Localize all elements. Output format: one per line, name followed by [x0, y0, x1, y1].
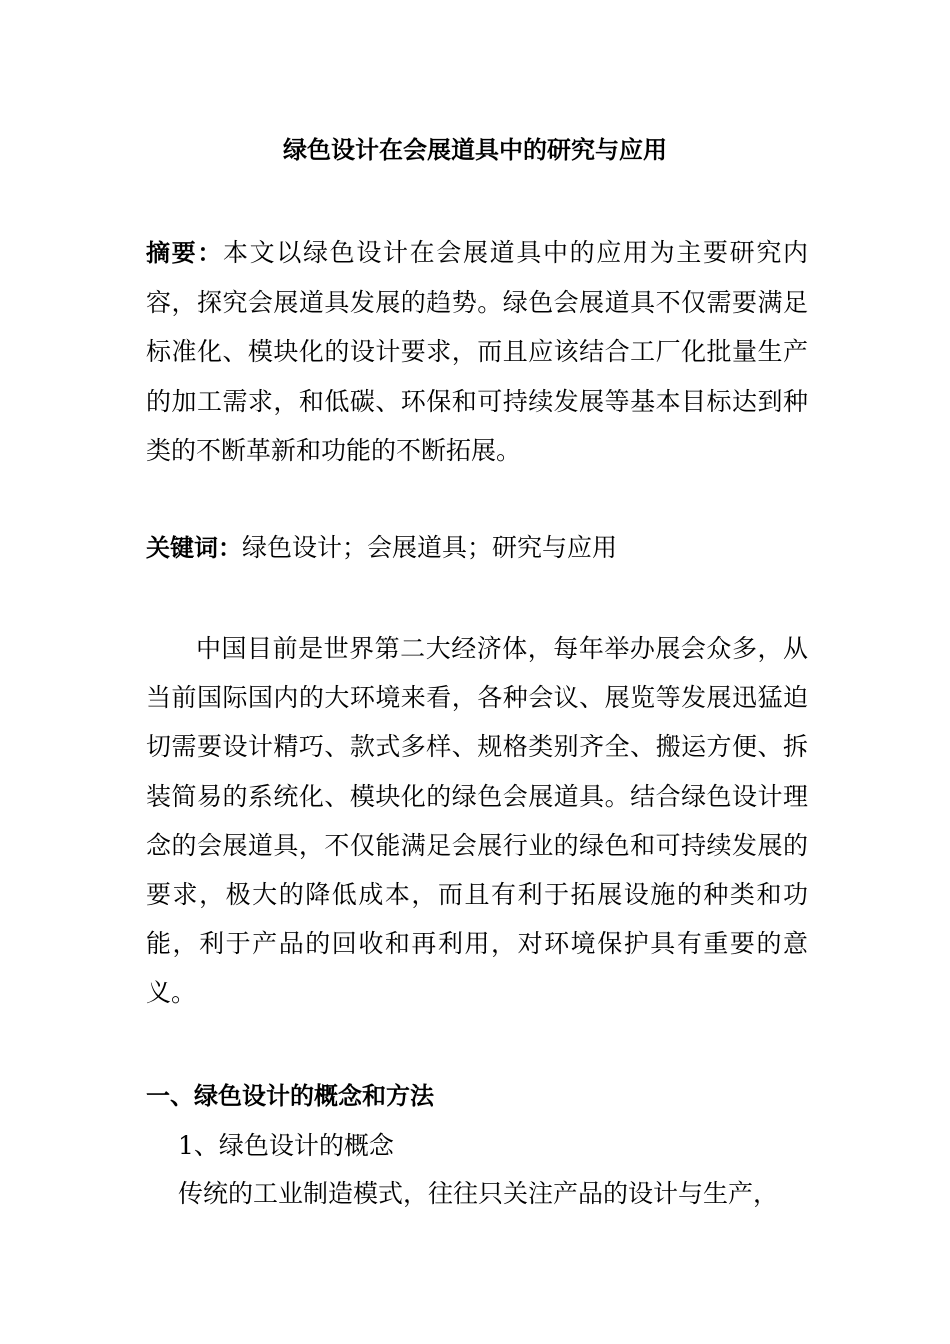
- abstract-label: 摘要：: [146, 239, 223, 267]
- subsection-heading: 1、绿色设计的概念: [178, 1131, 394, 1160]
- keywords-label: 关键词：: [146, 534, 242, 562]
- keywords-line: [146, 526, 808, 570]
- abstract-paragraph: [146, 228, 808, 475]
- keywords-text: 绿色设计；会展道具；研究与应用: [242, 533, 618, 562]
- section-heading: 一、绿色设计的概念和方法: [146, 1082, 434, 1110]
- intro-paragraph: 中国目前是世界第二大经济体，每年举办展会众多，从当前国际国内的大环境来看，各种会议、展览等发展迅猛迫切需要设计精巧、款式多样、规格类别齐全、搬运方便、拆装简易的系统化、模块化的绿色会展道具。结合绿色设计理念的会展道具，不仅能满足会展行业的绿色和可持续发展的要求，极大的降低成本，而且有利于拓展设施的种类和功能，利于产品的回收和再利用，对环境保护具有重要的意义。: [146, 634, 808, 1008]
- body-paragraph: 传统的工业制造模式，往往只关注产品的设计与生产，: [178, 1179, 779, 1208]
- document-title: 绿色设计在会展道具中的研究与应用: [283, 136, 667, 164]
- abstract-text: 本文以绿色设计在会展道具中的应用为主要研究内容，探究会展道具发展的趋势。绿色会展道具不仅需要满足标准化、模块化的设计要求，而且应该结合工厂化批量生产的加工需求，和低碳、环保和可持续发展等基本目标达到种类的不断革新和功能的不断拓展。: [146, 238, 808, 465]
